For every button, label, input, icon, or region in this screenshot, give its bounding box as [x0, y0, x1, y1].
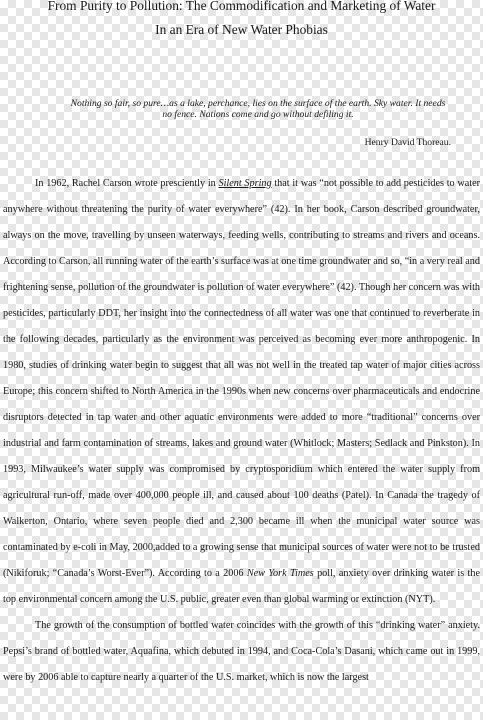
epigraph-line-2: no fence. Nations come and go without defiling it.	[162, 109, 354, 120]
paragraph-2: The growth of the consumption of bottled water coincides with the growth of this “drinking water” anxiety. Pepsi’s brand of bottled water, Aquafina, which debuted in 1994, and Coca-Cola’s Dasani, which came out in 1999, were by 2006 able to capture nearly a quarter of the U.S. market, which is now the largest	[3, 620, 480, 683]
paragraph-1-text-c: poll, anxiety over drinking water is the top environmental concern among the U.S. public, greater even than global warming or extinction (NYT).	[3, 568, 480, 605]
epigraph-attribution: Henry David Thoreau.	[364, 137, 451, 148]
document-title	[0, 0, 483, 42]
paragraph-1	[3, 171, 480, 613]
paragraph-1-text-b: that it was “not possible to add pesticides to water anywhere without threatening the purity of water everywhere” (42). In her book, Carson described groundwater, always on the move, travelling by unseen waterways, feeding wells, contributing to streams and rivers and oceans. According to Carson, all running water of the earth’s surface was at one time groundwater and so, “in a very real and frightening sense, pollution of the groundwater is pollution of water everywhere” (42). Though her concern was with pesticides, particularly DDT, her insight into the connectedness of all water was one that continued to reverberate in the following decades, particularly as the environment was perceived as becoming ever more anthropogenic. In 1980, studies of drinking water begin to suggest that all was not well in the treated tap water of major cities across Europe; this concern shifted to North America in the 1990s when new concerns over pharmaceuticals and endocrine disruptors detected in tap water and other aquatic environments were added to more “traditional” concerns over industrial and farm contamination of streams, lakes and ground water (Whitlock; Masters; Sedlack and Pinkston). In 1993, Milwaukee’s water supply was compromised by cryptosporidium which entered the water supply from agricultural run-off, made over 400,000 people ill, and caused about 100 deaths (Patel). In Canada the tragedy of Walkerton, Ontario, where seven people died and 2,300 became ill when the municipal water source was contaminated by e-coli in May, 2000,added to a growing sense that municipal sources of water were not to be trusted (Nikiforuk; “Canada’s Worst-Ever”). According to a 2006	[3, 178, 480, 579]
title-line-2: In an Era of New Water Phobias	[155, 22, 328, 37]
book-title-silent-spring: Silent Spring	[218, 178, 272, 189]
title-line-1: From Purity to Pollution: The Commodification and Marketing of Water	[47, 0, 436, 13]
newspaper-title: New York Times	[246, 568, 314, 579]
epigraph-line-1: Nothing so fair, so pure…as a lake, perchance, lies on the surface of the earth. Sky water. It needs	[70, 98, 446, 109]
epigraph-quote	[38, 98, 478, 120]
body-text	[3, 171, 480, 691]
paragraph-1-text-a: In 1962, Rachel Carson wrote presciently in	[35, 178, 219, 189]
